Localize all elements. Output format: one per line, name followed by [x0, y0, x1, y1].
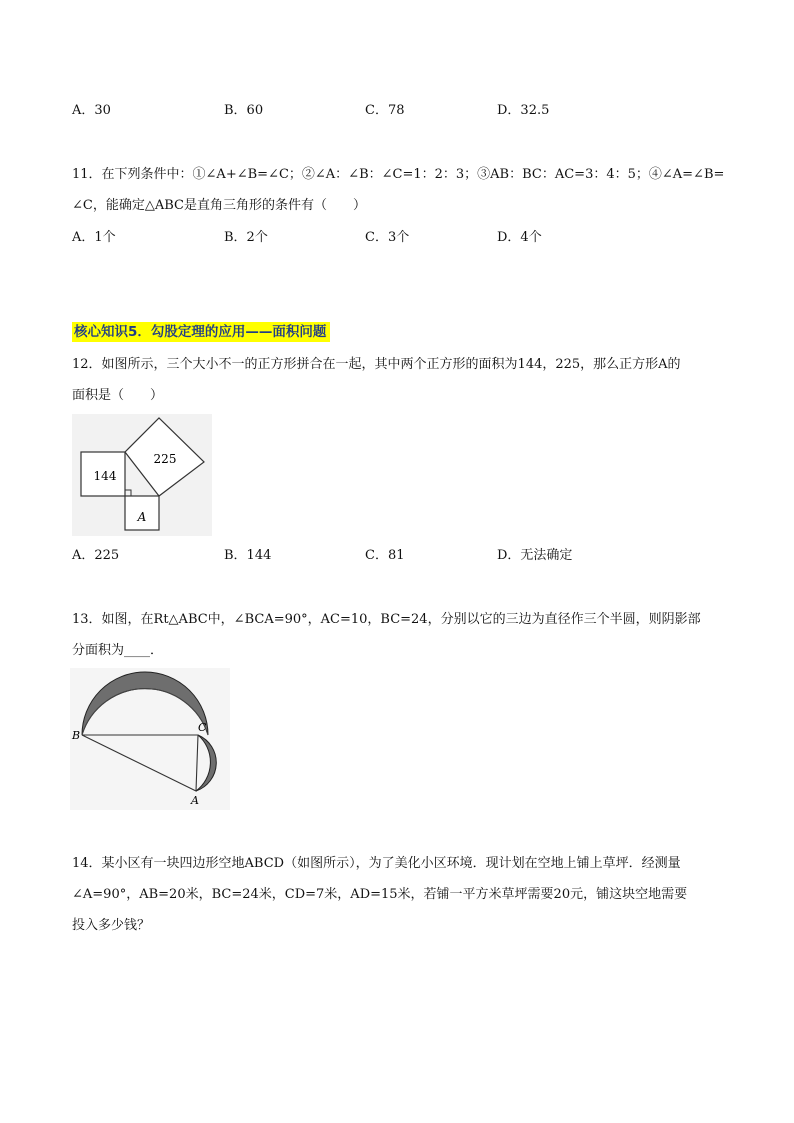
q11-option-d: D．4个 [497, 230, 542, 245]
q10-option-d: D．32.5 [497, 103, 550, 118]
label-c: C [198, 721, 207, 734]
q13-text-line1: 13．如图，在Rt△ABC中，∠BCA=90°，AC=10，BC=24，分别以它的三边为直径作三个半圆，则阴影部 [72, 612, 701, 627]
label-a: A [137, 510, 147, 524]
q11-option-b: B．2个 [224, 230, 268, 245]
label-144: 144 [93, 469, 117, 483]
q13-semicircles-figure [70, 668, 230, 810]
q12-squares-figure [72, 414, 212, 536]
q12-text-line1: 12．如图所示，三个大小不一的正方形拼合在一起，其中两个正方形的面积为144，225，那么正方形A的 [72, 357, 681, 372]
q13-text-line2: 分面积为____． [72, 643, 164, 658]
label-a: A [191, 794, 199, 807]
label-225: 225 [153, 452, 177, 466]
q10-option-c: C．78 [365, 103, 405, 118]
q14-text-line2: ∠A=90°，AB=20米，BC=24米，CD=7米，AD=15米，若铺一平方米草坪需要20元，铺这块空地需要 [72, 887, 688, 902]
q11-text-line2: ∠C，能确定△ABC是直角三角形的条件有（ ） [72, 198, 366, 213]
q11-option-a: A．1个 [72, 230, 116, 245]
q11-option-c: C．3个 [365, 230, 410, 245]
q10-option-b: B．60 [224, 103, 264, 118]
q12-option-a: A．225 [72, 548, 120, 563]
q12-option-d: D．无法确定 [497, 548, 573, 563]
q11-text-line1: 11．在下列条件中：①∠A+∠B=∠C；②∠A：∠B：∠C=1：2：3；③AB：BC：AC=3：4：5；④∠A=∠B= [72, 167, 725, 182]
q12-option-c: C．81 [365, 548, 405, 563]
label-b: B [72, 729, 81, 742]
q12-text-line2: 面积是（ ） [72, 388, 164, 403]
q14-text-line1: 14．某小区有一块四边形空地ABCD（如图所示），为了美化小区环境．现计划在空地上铺上草坪．经测量 [72, 856, 681, 871]
q14-text-line3: 投入多少钱？ [72, 918, 151, 933]
q10-option-a: A．30 [72, 103, 111, 118]
section-heading: 核心知识5．勾股定理的应用——面积问题 [72, 322, 330, 342]
q12-option-b: B．144 [224, 548, 272, 563]
